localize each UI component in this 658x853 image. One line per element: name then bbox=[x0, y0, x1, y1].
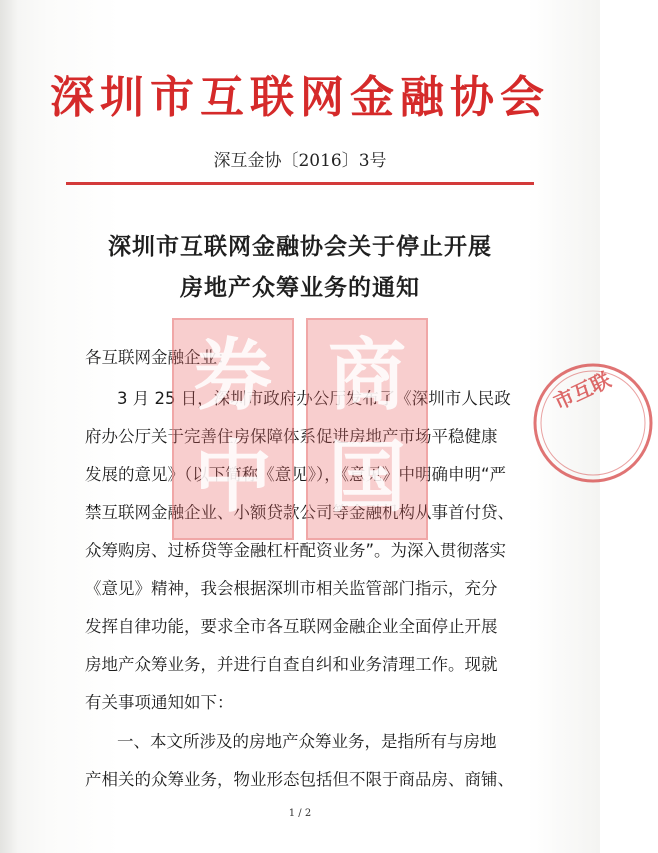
notice-title-line-2: 房地产众筹业务的通知 bbox=[180, 275, 420, 301]
body-line: 众筹购房、过桥贷等金融杠杆配资业务”。为深入贯彻落实 bbox=[85, 541, 507, 560]
watermark-char: 商 bbox=[327, 331, 406, 421]
watermark-char: 券 bbox=[193, 331, 272, 421]
letterhead-org-name: 深圳市互联网金融协会 bbox=[50, 72, 550, 123]
seal-text: 市互联 bbox=[549, 367, 615, 415]
watermark-char: 国 bbox=[327, 433, 406, 523]
body-line: 有关事项通知如下： bbox=[85, 693, 234, 712]
body-line: 一、本文所涉及的房地产众筹业务，是指所有与房地 bbox=[117, 732, 497, 751]
watermark-char: 中 bbox=[193, 433, 272, 523]
body-line: 产相关的众筹业务，物业形态包括但不限于商品房、商铺、 bbox=[85, 770, 514, 789]
official-seal-stamp bbox=[528, 358, 658, 488]
letterhead-red-rule bbox=[66, 182, 534, 185]
watermark-block-right bbox=[306, 318, 428, 540]
notice-title-line-1: 深圳市互联网金融协会关于停止开展 bbox=[108, 234, 492, 260]
body-line: 发展的意见》（以下简称《意见》），《意见》中明确申明“严 bbox=[85, 465, 507, 484]
body-line: 3 月 25 日，深圳市政府办公厅发布了《深圳市人民政 bbox=[117, 389, 511, 408]
body-line: 房地产众筹业务，并进行自查自纠和业务清理工作。现就 bbox=[85, 655, 498, 674]
body-line: 发挥自律功能，要求全市各互联网金融企业全面停止开展 bbox=[85, 617, 498, 636]
page-number: 1 / 2 bbox=[288, 808, 312, 819]
document-number: 深互金协〔2016〕3号 bbox=[213, 151, 387, 171]
body-line: 禁互联网金融企业、小额贷款公司等金融机构从事首付贷、 bbox=[85, 503, 514, 522]
page-edge-shadow bbox=[0, 0, 18, 853]
salutation: 各互联网金融企业： bbox=[85, 348, 234, 367]
watermark-block-left bbox=[172, 318, 294, 540]
body-line: 《意见》精神，我会根据深圳市相关监管部门指示，充分 bbox=[85, 579, 498, 598]
body-line: 府办公厅关于完善住房保障体系促进房地产市场平稳健康 bbox=[85, 427, 498, 446]
